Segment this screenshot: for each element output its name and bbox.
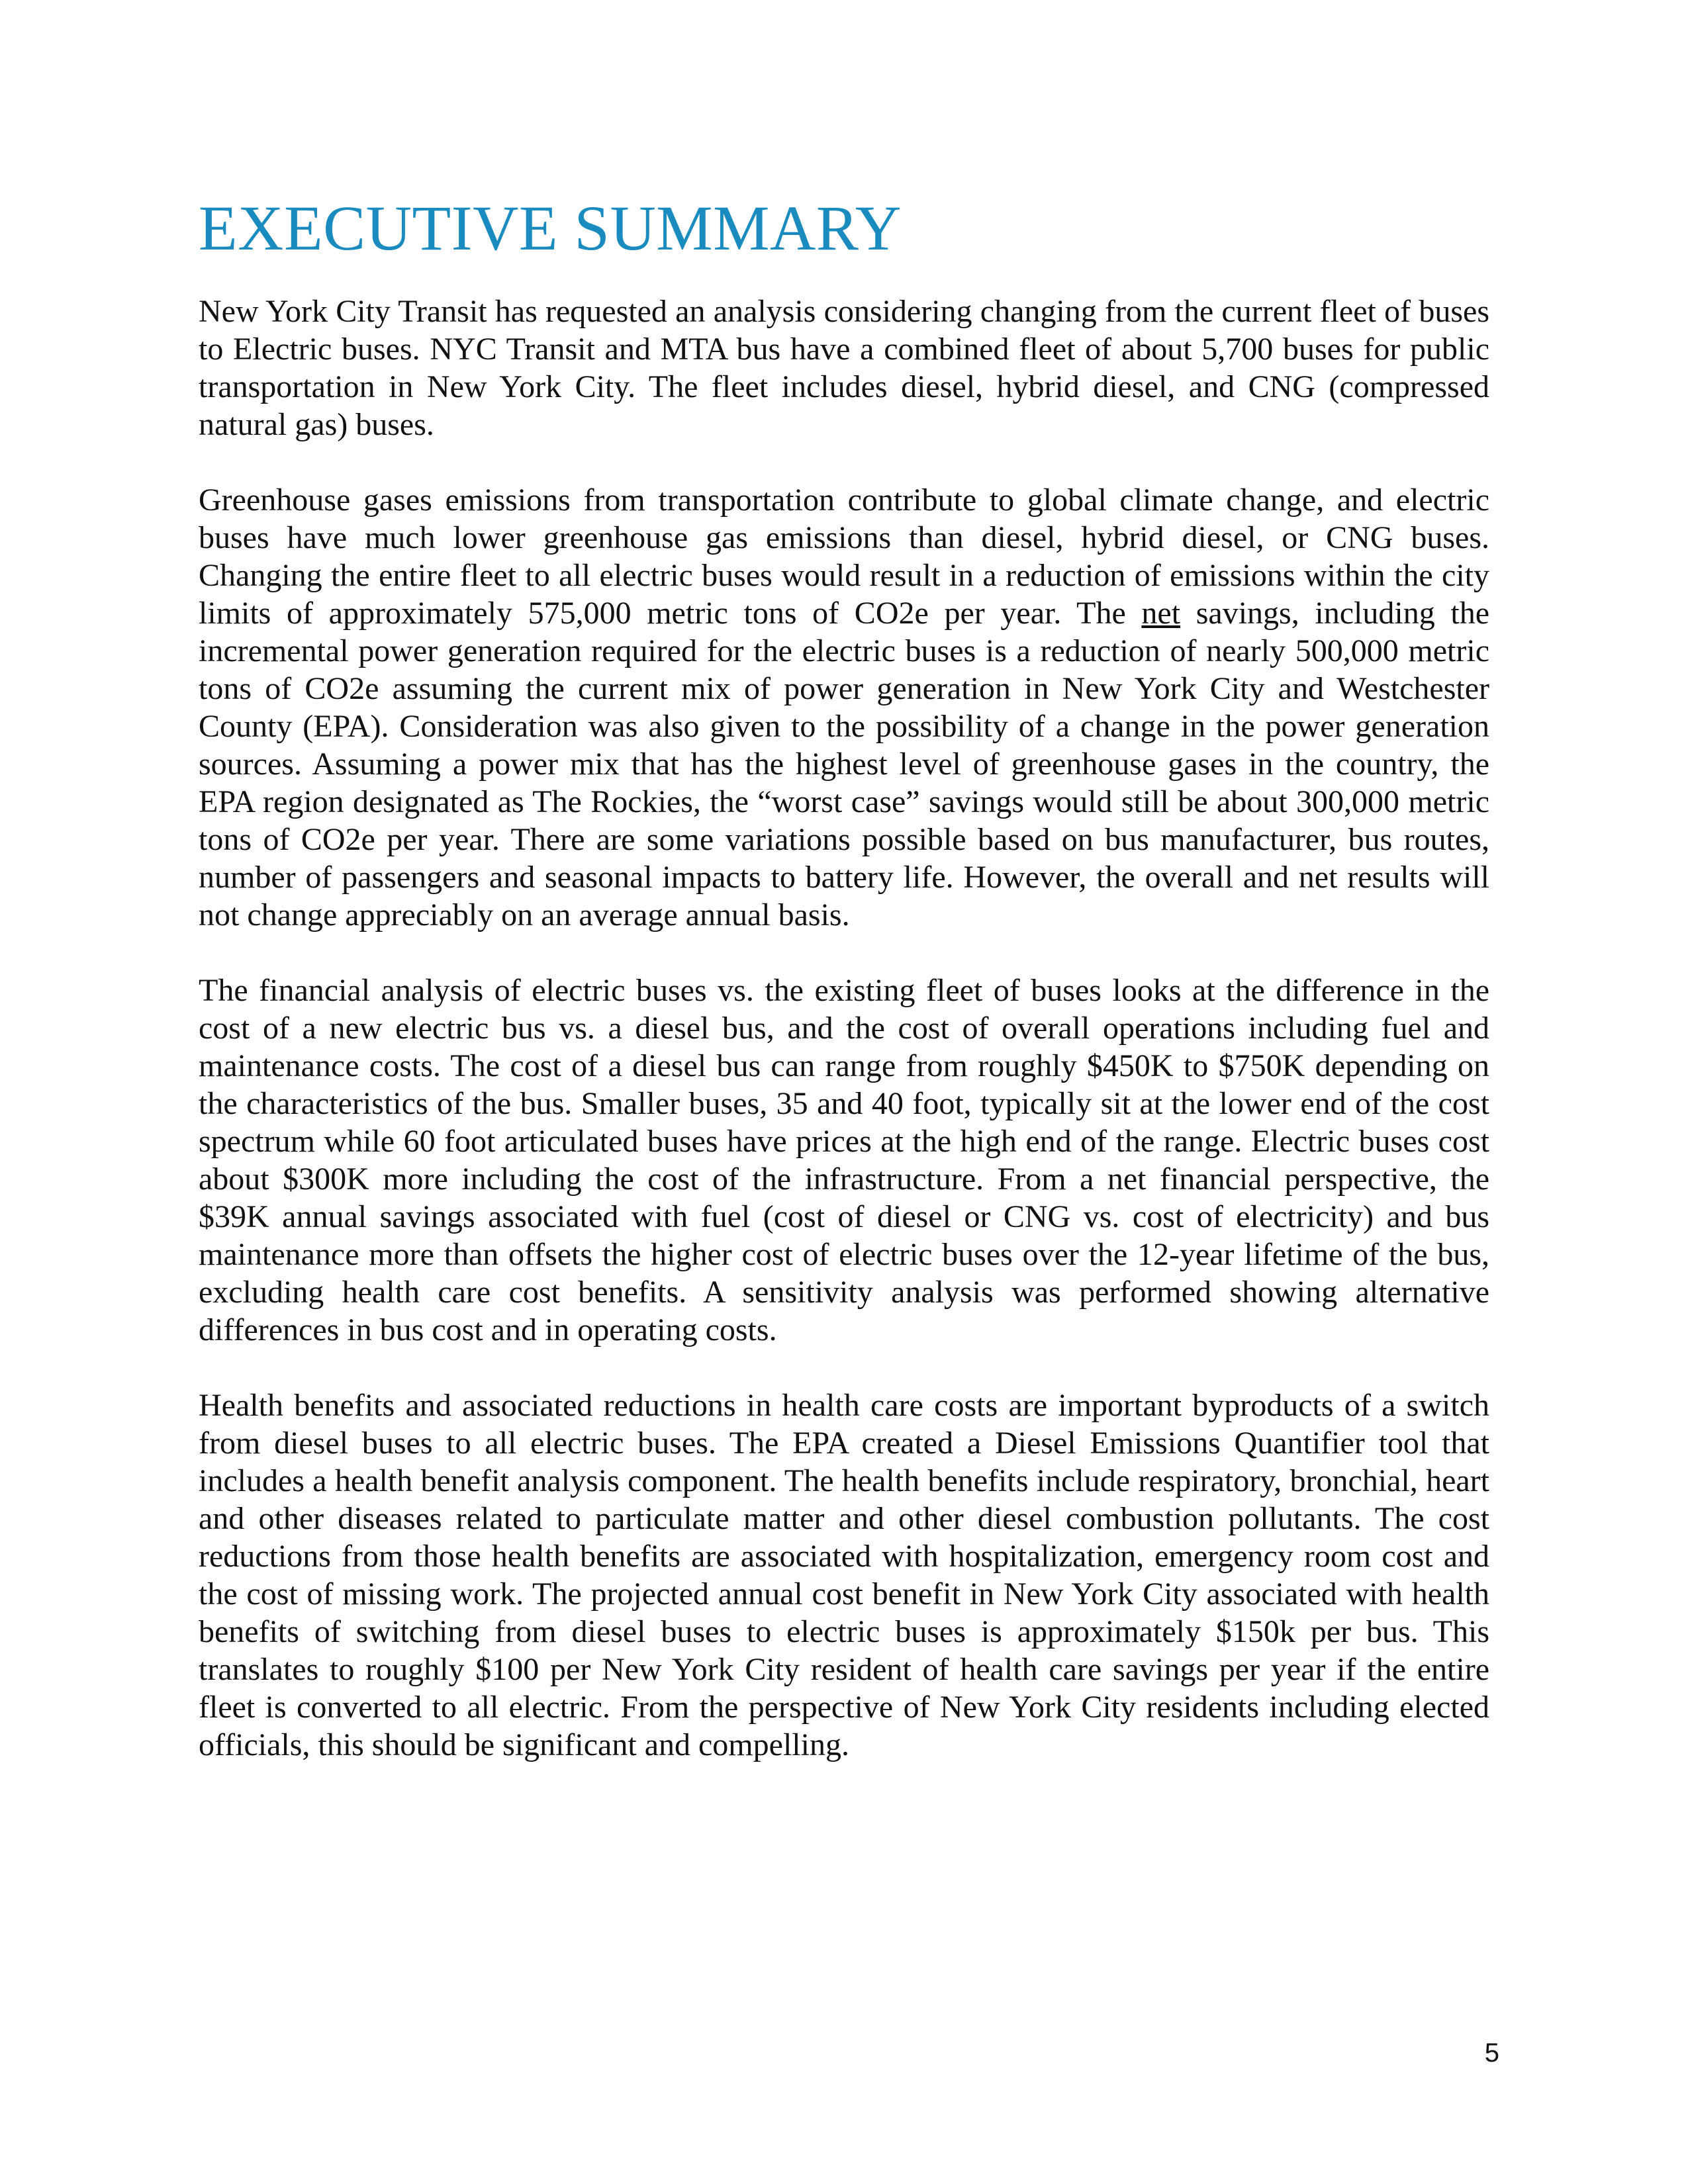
page-content: [199, 192, 1489, 1801]
page-number: 5: [1484, 2038, 1499, 2068]
emphasis-net: net: [1141, 596, 1181, 631]
section-title: EXECUTIVE SUMMARY: [199, 193, 902, 263]
paragraph-emissions-part-1: Greenhouse gases emissions from transportation contribute to global climate change, and electric buses have much lower greenhouse gas emissions than diesel, hybrid diesel, or CNG buses. Changing the entire fleet to all electric buses would result in a reduction of emissions within the city limits of approximately 575,000 metric tons of CO2e per year. The: [199, 482, 1489, 631]
paragraph-intro: New York City Transit has requested an analysis considering changing from the current fleet of buses to Electric buses. NYC Transit and MTA bus have a combined fleet of about 5,700 buses for public transportation in New York City. The fleet includes diesel, hybrid diesel, and CNG (compressed natural gas) buses.: [199, 294, 1489, 443]
paragraph-health: Health benefits and associated reductions in health care costs are important byproducts of a switch from diesel buses to all electric buses. The EPA created a Diesel Emissions Quantifier tool that includes a health benefit analysis component. The health benefits include respiratory, bronchial, heart and other diseases related to particulate matter and other diesel combustion pollutants. The cost reductions from those health benefits are associated with hospitalization, emergency room cost and the cost of missing work. The projected annual cost benefit in New York City associated with health benefits of switching from diesel buses to electric buses is approximately $150k per bus. This translates to roughly $100 per New York City resident of health care savings per year if the entire fleet is converted to all electric. From the perspective of New York City residents including elected officials, this should be significant and compelling.: [199, 1388, 1489, 1763]
paragraph-emissions: [199, 481, 1489, 934]
paragraph-financial: The financial analysis of electric buses vs. the existing fleet of buses looks at the difference in the cost of a new electric bus vs. a diesel bus, and the cost of overall operations including fuel and maintenance costs. The cost of a diesel bus can range from roughly $450K to $750K depending on the characteristics of the bus. Smaller buses, 35 and 40 foot, typically sit at the lower end of the cost spectrum while 60 foot articulated buses have prices at the high end of the range. Electric buses cost about $300K more including the cost of the infrastructure. From a net financial perspective, the $39K annual savings associated with fuel (cost of diesel or CNG vs. cost of electricity) and bus maintenance more than offsets the higher cost of electric buses over the 12-year lifetime of the bus, excluding health care cost benefits. A sensitivity analysis was performed showing alternative differences in bus cost and in operating costs.: [199, 973, 1489, 1348]
paragraph-emissions-part-2: savings, including the incremental power generation required for the electric buses is a reduction of nearly 500,000 metric tons of CO2e assuming the current mix of power generation in New York City and Westchester County (EPA). Consideration was also given to the possibility of a change in the power generation sources. Assuming a power mix that has the highest level of greenhouse gases in the country, the EPA region designated as The Rockies, the “worst case” savings would still be about 300,000 metric tons of CO2e per year. There are some variations possible based on bus manufacturer, bus routes, number of passengers and seasonal impacts to battery life. However, the overall and net results will not change appreciably on an average annual basis.: [199, 596, 1489, 933]
